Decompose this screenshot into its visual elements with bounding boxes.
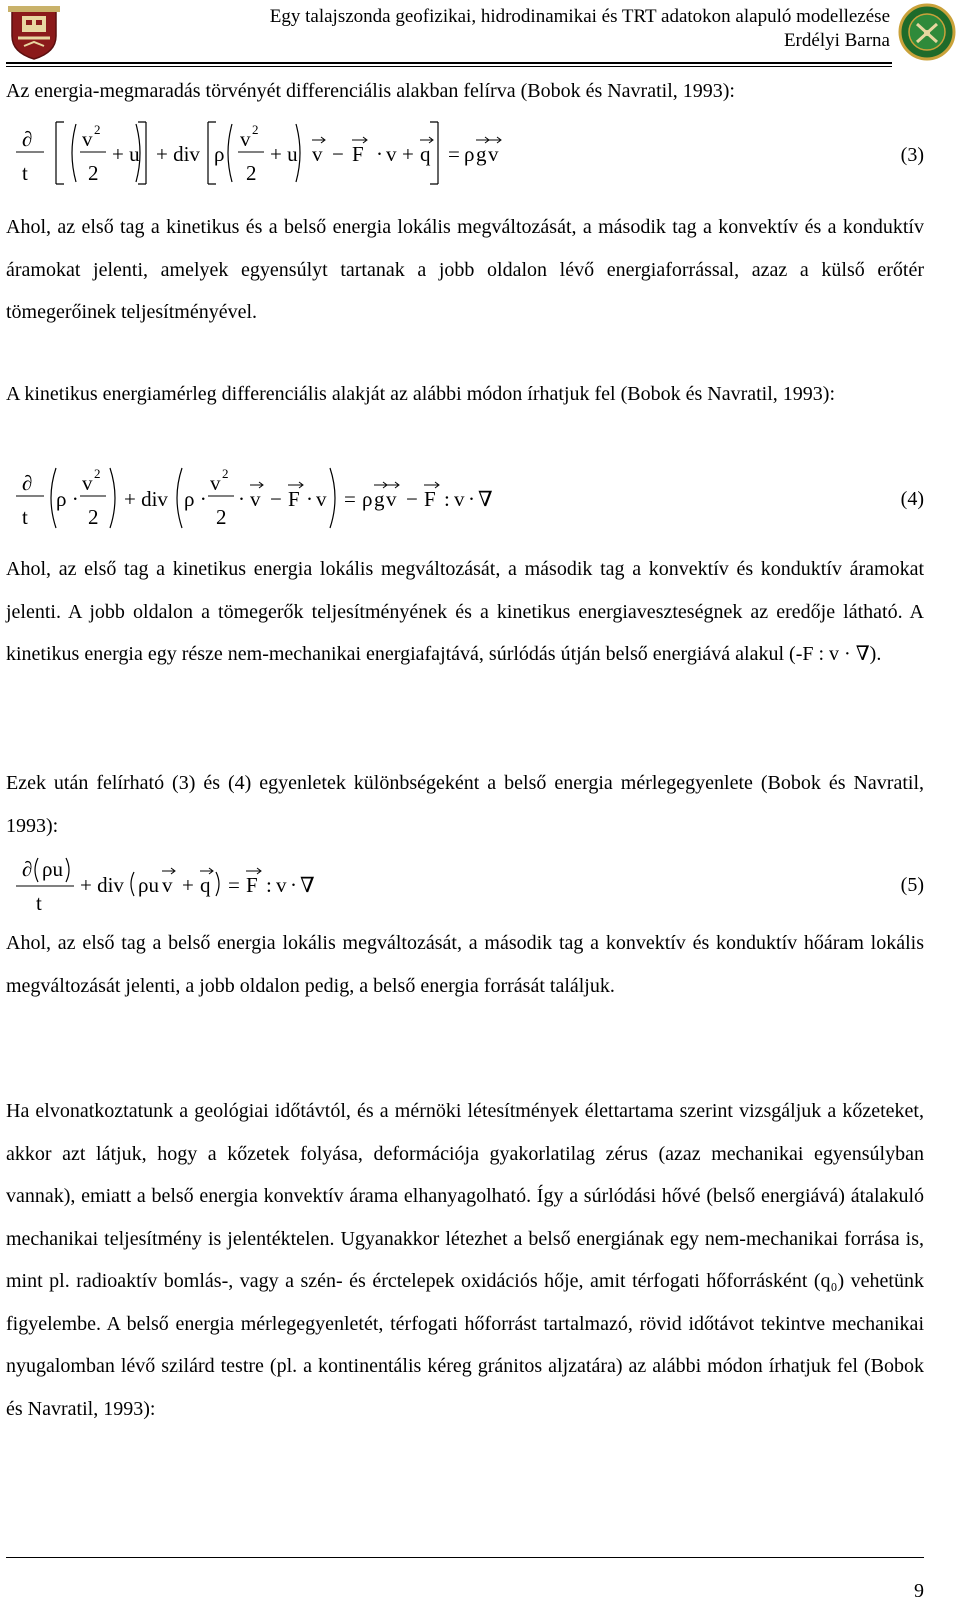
paragraph-eq4-explanation: Ahol, az első tag a kinetikus energia lokális megváltozását, a második tag a konvektív és konduktív áramokat jelenti. A jobb oldalon a tömegerők teljesítményének és a kinetikus energiaveszteségnek az eredője látható. A kinetikus energia egy része nem-mechanikai energiafajtává, súrlódás útján belső energiává alakul (-F : v · ∇). — [6, 558, 924, 665]
equation-5-number: (5) — [900, 874, 924, 896]
svg-text:+ div: + div — [124, 487, 168, 511]
svg-text:t: t — [36, 891, 42, 915]
svg-text:v: v — [82, 127, 93, 151]
svg-text:F: F — [352, 142, 364, 166]
svg-text:v: v — [210, 471, 221, 495]
svg-text:∂: ∂ — [22, 471, 33, 495]
page-header — [0, 0, 960, 66]
svg-text:=: = — [344, 487, 356, 511]
svg-text:ρ: ρ — [214, 142, 225, 166]
paragraph-geological-timescale: Ha elvonatkoztatunk a geológiai időtávtól, és a mérnöki létesítmények élettartama szerint vizsgáljuk a kőzeteket, akkor azt látjuk, hogy a kőzetek folyása, deformációja gyakorlatilag zérus (azaz mechanikai egyensúlyban vannak), emiatt a belső energia konvektív árama elhanyagolható. Így a súrlódási hővé (belső energiává) átalakuló mechanikai teljesítmény is jelentéktelen. Ugyanakkor létezhet a belső energiának egy nem-mechanikai forrása is, mint pl. radioaktív bomlás-, vagy a szén- és érctelepek oxidációs hője, amit térfogati hőforrásként (q₀) vehetünk figyelembe. A belső energia mérlegegyenletét, térfogati hőforrást tartalmazó, rövid időtávot tekintve mechanikai nyugalomban lévő szilárd testre (pl. a kontinentális kéreg gránitos aljzatára) az alábbi módon írhatjuk fel (Bobok és Navratil, 1993): — [6, 1100, 924, 1420]
svg-text:ρu: ρu — [138, 873, 159, 897]
svg-text:ρu: ρu — [42, 857, 63, 881]
svg-text:+ u: + u — [112, 142, 140, 166]
header-author: Erdélyi Barna — [783, 30, 890, 51]
svg-text:t: t — [22, 505, 28, 529]
svg-text:v: v — [240, 127, 251, 151]
svg-text:v: v — [386, 142, 397, 166]
svg-text:2: 2 — [252, 122, 259, 137]
equation-4 — [6, 462, 924, 536]
svg-text:·: · — [306, 487, 313, 511]
svg-text:v: v — [316, 487, 327, 511]
svg-text:F: F — [424, 487, 436, 511]
paragraph-intro-energy-conservation: Az energia-megmaradás törvényét differenciális alakban felírva (Bobok és Navratil, 1993): — [6, 80, 735, 102]
paragraph-kinetic-energy-intro: A kinetikus energiamérleg differenciális alakját az alábbi módon írhatjuk fel (Bobok és Navratil, 1993): — [6, 383, 836, 405]
header-rule — [6, 62, 892, 64]
svg-text:·: · — [468, 487, 475, 511]
svg-text:·: · — [290, 873, 297, 897]
equation-3-number: (3) — [900, 144, 924, 166]
svg-text:2: 2 — [216, 505, 227, 529]
svg-text:v: v — [312, 142, 323, 166]
svg-text:−: − — [406, 487, 418, 511]
svg-text:g: g — [476, 142, 487, 166]
svg-text:ρ ·: ρ · — [184, 487, 207, 511]
svg-text:ρ: ρ — [464, 142, 475, 166]
svg-text:ρ ·: ρ · — [56, 487, 79, 511]
svg-text:q: q — [200, 873, 211, 897]
svg-text:2: 2 — [246, 161, 257, 185]
svg-text:2: 2 — [88, 161, 99, 185]
svg-text:v: v — [488, 142, 499, 166]
header-title-line1: Egy talajszonda geofizikai, hidrodinamikai és TRT adatokon alapuló modellezése — [269, 6, 890, 27]
svg-text:2: 2 — [222, 466, 229, 481]
svg-text:∂: ∂ — [22, 857, 33, 881]
svg-text:F: F — [246, 873, 258, 897]
svg-text:+: + — [182, 873, 194, 897]
svg-text:2: 2 — [88, 505, 99, 529]
equation-3-formula — [6, 116, 866, 192]
svg-text:2: 2 — [94, 466, 101, 481]
svg-text:v: v — [82, 471, 93, 495]
svg-text:+ div: + div — [156, 142, 200, 166]
svg-text:+: + — [402, 142, 414, 166]
svg-text:v: v — [386, 487, 397, 511]
svg-text:F: F — [288, 487, 300, 511]
footer-rule — [6, 1557, 924, 1558]
svg-text:·: · — [238, 487, 245, 511]
svg-text:v: v — [162, 873, 173, 897]
running-header-title — [70, 5, 890, 53]
page-number: 9 — [914, 1580, 924, 1602]
header-rule-thin — [6, 66, 892, 67]
university-crest-logo — [6, 6, 62, 60]
svg-text:∇: ∇ — [478, 487, 493, 511]
svg-text:+ div: + div — [80, 873, 124, 897]
svg-text:+ u: + u — [270, 142, 298, 166]
svg-text:2: 2 — [94, 122, 101, 137]
paragraph-internal-energy-intro: Ezek után felírható (3) és (4) egyenletek különbségeként a belső energia mérlegegyenlete (Bobok és Navratil, 1993): — [6, 772, 924, 837]
svg-text:=: = — [228, 873, 240, 897]
svg-text::: : — [266, 873, 272, 897]
faculty-seal-logo — [898, 2, 956, 62]
svg-text:∇: ∇ — [300, 873, 315, 897]
paragraph-eq3-explanation: Ahol, az első tag a kinetikus és a belső energia lokális megváltozását, a második tag a konvektív és a konduktív áramokat jelenti, amelyek egyensúlyt tartanak a jobb oldalon lévő energiaforrással, azaz a külső erőtér tömegerőinek teljesítményével. — [6, 216, 924, 323]
svg-text:=: = — [448, 142, 460, 166]
svg-text:·: · — [376, 142, 383, 166]
svg-text:v: v — [276, 873, 287, 897]
equation-5-formula — [6, 848, 866, 918]
svg-text:ρ: ρ — [362, 487, 373, 511]
svg-text:∂: ∂ — [22, 127, 33, 151]
equation-3 — [6, 116, 924, 192]
svg-text::: : — [444, 487, 450, 511]
svg-text:v: v — [454, 487, 465, 511]
equation-5 — [6, 848, 924, 918]
svg-text:q: q — [420, 142, 431, 166]
svg-text:v: v — [250, 487, 261, 511]
svg-text:g: g — [374, 487, 385, 511]
paragraph-eq5-explanation: Ahol, az első tag a belső energia lokális megváltozását, a második tag a konvektív és konduktív hőáram lokális megváltozását jelenti, a jobb oldalon pedig, a belső energia forrását találjuk. — [6, 932, 924, 997]
equation-4-number: (4) — [900, 488, 924, 510]
svg-text:−: − — [270, 487, 282, 511]
svg-text:−: − — [332, 142, 344, 166]
equation-4-formula — [6, 462, 866, 536]
svg-text:t: t — [22, 161, 28, 185]
